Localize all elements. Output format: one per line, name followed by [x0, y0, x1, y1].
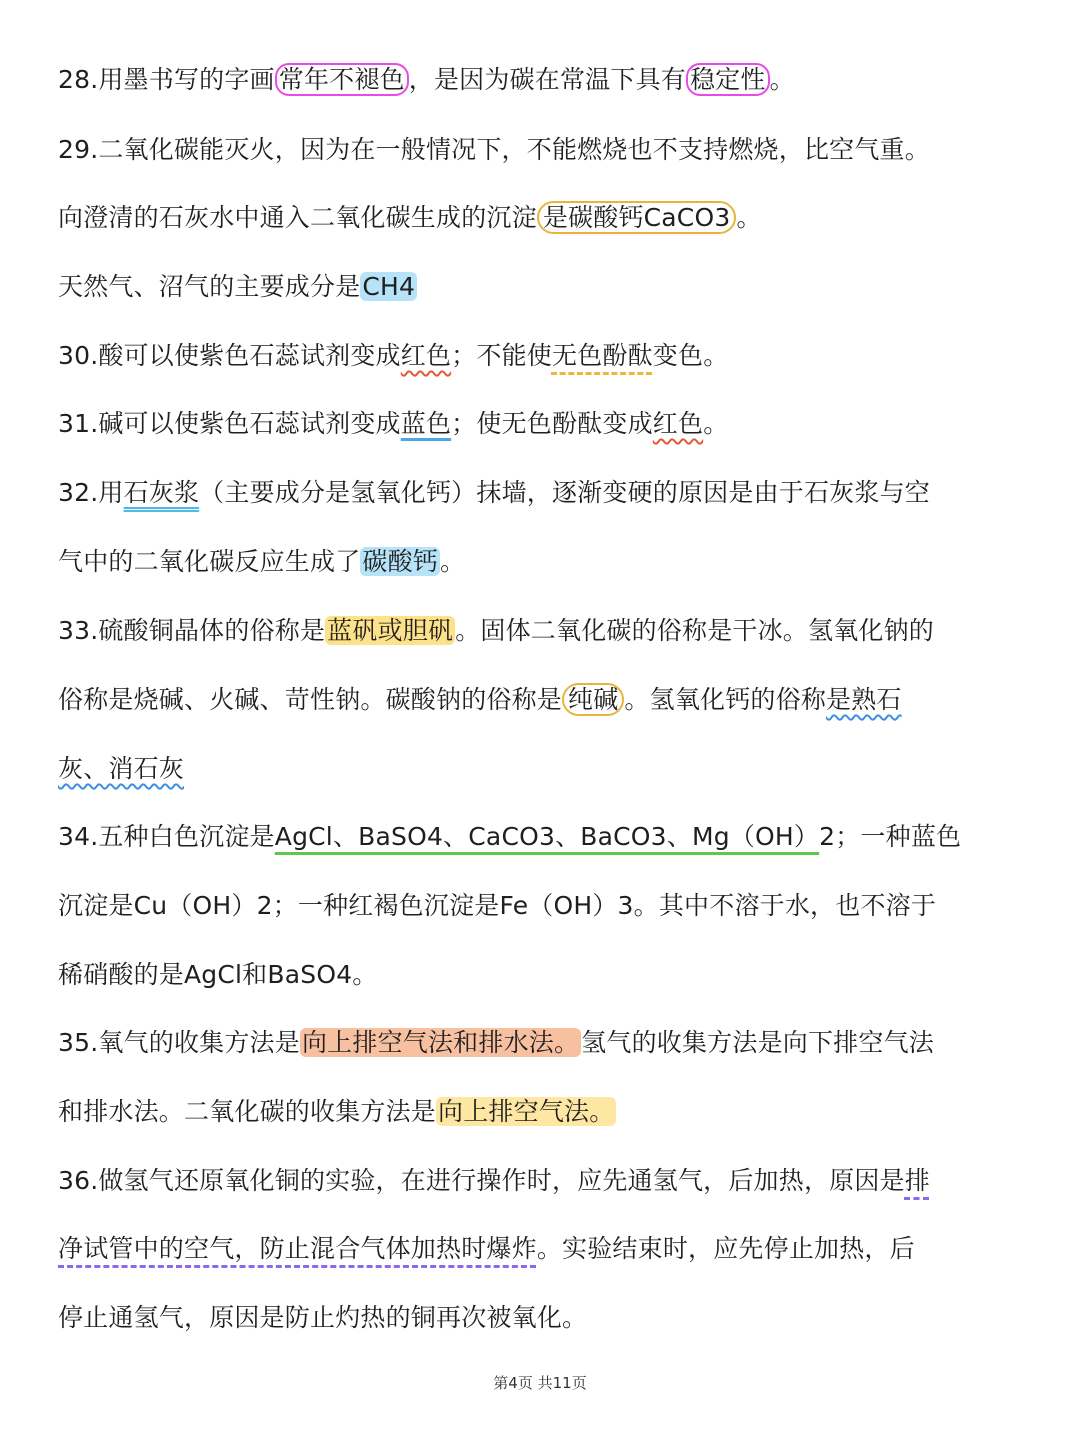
annotation-dashed: 净试管中的空气，防止混合气体加热时爆炸: [58, 1234, 537, 1263]
text: 33.硫酸铜晶体的俗称是: [58, 616, 326, 645]
line-29c: [58, 267, 1028, 307]
text: 29.二氧化碳能灭火，因为在一般情况下，不能燃烧也不支持燃烧，比空气重。: [58, 135, 930, 164]
line-30: [58, 336, 1028, 376]
line-32: [58, 473, 1028, 513]
annotation-wavy: 是熟石: [826, 685, 902, 714]
text: 俗称是烧碱、火碱、苛性钠。碳酸钠的俗称是: [58, 685, 563, 714]
text: 停止通氢气，原因是防止灼热的铜再次被氧化。: [58, 1303, 588, 1332]
text: ；不能使: [451, 341, 552, 370]
line-33: [58, 611, 1028, 651]
text: 。固体二氧化碳的俗称是干冰。氢氧化钠的: [455, 616, 934, 645]
text: ，是因为碳在常温下具有: [408, 65, 686, 94]
text: 。: [769, 65, 795, 94]
text: 35.氧气的收集方法是: [58, 1028, 300, 1057]
line-36b: [58, 1229, 1028, 1269]
highlight: 向上排空气法和排水法。: [301, 1028, 580, 1057]
highlight: 蓝矾或胆矾: [327, 616, 454, 645]
line-36: [58, 1161, 1028, 1201]
annotation-circle: 纯碱: [562, 683, 624, 716]
line-36c: [58, 1298, 1028, 1338]
text: ；使无色酚酞变成: [451, 409, 653, 438]
annotation-circle: 是碳酸钙CaCO3: [537, 201, 737, 234]
line-34: [58, 817, 1028, 857]
highlight: 碳酸钙: [362, 547, 439, 576]
text: 。实验结束时，应先停止加热，后: [536, 1234, 915, 1263]
line-34b: [58, 886, 1028, 926]
line-31: [58, 404, 1028, 444]
text: 稀硝酸的是AgCl和BaSO4。: [58, 960, 378, 989]
page-number: 第4页 共11页: [493, 1374, 587, 1392]
highlight: CH4: [362, 272, 416, 301]
annotation-wavy: 红色: [400, 341, 452, 370]
annotation-underline: 蓝色: [400, 409, 452, 438]
text: 28.用墨书写的字画: [58, 65, 275, 94]
text: 气中的二氧化碳反应生成了: [58, 547, 361, 576]
line-33c: [58, 749, 1028, 789]
text: （主要成分是氢氧化钙）抹墙，逐渐变硬的原因是由于石灰浆与空: [199, 478, 930, 507]
text: 。: [440, 547, 466, 576]
text: 。: [703, 409, 729, 438]
annotation-dashed: 排: [904, 1166, 930, 1195]
line-33b: [58, 680, 1028, 720]
text: 32.用: [58, 478, 124, 507]
highlight: 向上排空气法。: [438, 1097, 615, 1126]
text: 变色。: [652, 341, 729, 370]
line-29: [58, 130, 1028, 170]
annotation-wavy: 灰、消石灰: [58, 754, 185, 783]
text: 34.五种白色沉淀是: [58, 822, 275, 851]
line-28: [58, 60, 1028, 100]
text: 向澄清的石灰水中通入二氧化碳生成的沉淀: [58, 203, 537, 232]
line-35b: [58, 1092, 1028, 1132]
annotation-dashed: 无色酚酞: [551, 341, 653, 370]
text: 36.做氢气还原氧化铜的实验，在进行操作时，应先通氢气，后加热，原因是: [58, 1166, 905, 1195]
text: 沉淀是Cu（OH）2；一种红褐色沉淀是Fe（OH）3。其中不溶于水，也不溶于: [58, 891, 937, 920]
text: 30.酸可以使紫色石蕊试剂变成: [58, 341, 401, 370]
annotation-wavy: 红色: [652, 409, 704, 438]
text: 和排水法。二氧化碳的收集方法是: [58, 1097, 437, 1126]
text: 31.碱可以使紫色石蕊试剂变成: [58, 409, 401, 438]
annotation-circle: 稳定性: [686, 63, 770, 96]
annotation-circle: 常年不褪色: [275, 63, 409, 96]
annotation-double-underline: 石灰浆: [123, 478, 200, 507]
annotation-underline: AgCl、BaSO4、CaCO3、BaCO3、Mg（OH）: [274, 822, 820, 851]
line-35: [58, 1023, 1028, 1063]
text: 天然气、沼气的主要成分是: [58, 272, 361, 301]
text: 氢气的收集方法是向下排空气法: [581, 1028, 934, 1057]
line-32b: [58, 542, 1028, 582]
text: 。: [736, 203, 762, 232]
line-29b: [58, 198, 1028, 238]
line-34c: [58, 955, 1028, 995]
text: 。氢氧化钙的俗称: [624, 685, 827, 714]
text: 2；一种蓝色: [819, 822, 962, 851]
